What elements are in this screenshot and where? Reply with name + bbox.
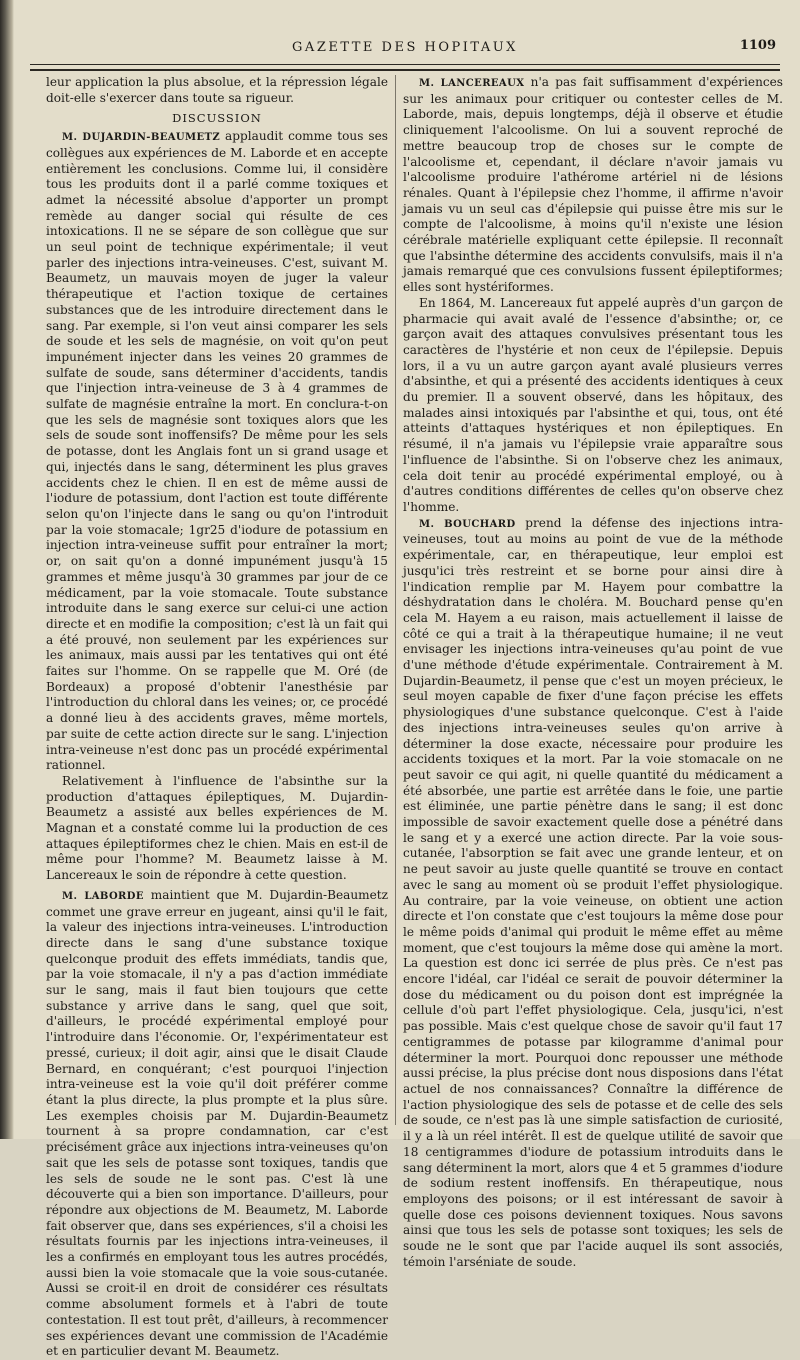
page-header	[30, 34, 780, 60]
paragraph-lancereaux-1864: En 1864, M. Lancereaux fut appelé auprès d'un garçon de pharmacie qui avait avalé de l'essence d'absinthe; or, ce garçon avait des attaques convulsives présentant tous les caractères de l'hystérie et non ceux de l'épilepsie. Depuis lors, il a vu un autre garçon ayant avalé plusieurs verres d'absinthe, et qui a présenté des accidents identiques à ceux du premier. Il a souvent observé, dans les hôpitaux, des malades ainsi intoxiqués par l'absinthe et qui, tous, ont été atteints d'attaques hystériques et non épileptiques. En résumé, il n'a jamais vu l'épilepsie vraie apparaître sous l'influence de l'absinthe. Si on l'observe chez les animaux, cela doit tenir au procédé expérimental employé, ou à d'autres conditions différentes de celles qu'on observe chez l'homme.	[403, 295, 783, 514]
paragraph-lancereaux	[403, 75, 783, 296]
page-binding-shadow	[0, 0, 14, 1139]
intro-paragraph: leur application la plus absolue, et la répression légale doit-elle s'exercer dans toute sa rigueur.	[46, 75, 388, 105]
speaker-name: M. LABORDE	[62, 890, 144, 902]
paragraph-text: prend la défense des injections intra-veineuses, tout au moins au point de vue de la méthode expérimentale, car, en thérapeutique, leur emploi est jusqu'ici très restreint et se borne pour ainsi dire à l'indication remplie par M. Hayem pour combattre la déshydratation dans le choléra. M. Bouchard pense qu'en cela M. Hayem a eu raison, mais actuellement il laisse de côté ce qui a trait à la thérapeutique humaine; il ne veut envisager les injections intra-veineuses qu'au point de vue d'une méthode d'étude expérimentale. Contrairement à M. Dujardin-Beaumetz, il pense que c'est un moyen précieux, le seul moyen capable de fixer d'une façon précise les effets physiologiques d'une substance quelconque. C'est à l'aide des injections intra-veineuses seules qu'on arrive à déterminer la dose exacte, nécessaire pour produire les accidents toxiques et la mort. Par la voie stomacale on ne peut savoir ce qui agit, ni quelle quantité du médicament a été absorbée, une partie est arrêtée dans le foie, une partie est éliminée, une partie pénètre dans le sang; il est donc impossible de savoir exactement quelle dose a pénétré dans le sang et y a exercé une action directe. Par la voie sous-cutanée, l'absorption se fait avec une grande lenteur, et on ne peut savoir au juste quelle quantité se trouve en contact avec le sang au moment où se produit l'effet physiologique. Au contraire, par la voie veineuse, on obtient une action directe et l'on constate que c'est toujours la même dose pour le même poids d'animal qui produit le même effet au même moment, que c'est toujours la même dose qui amène la mort. La question est donc ici serrée de plus près. Ce n'est pas encore l'idéal, car l'idéal ce serait de pouvoir déterminer la dose du médicament ou du poison dont est imprégnée la cellule d'où part l'effet physiologique. Cela, jusqu'ici, n'est pas possible. Mais c'est quelque chose de savoir qu'il faut 17 centigrammes de potasse par kilogramme d'animal pour déterminer la mort. Pourquoi donc repousser une méthode aussi précise, la plus précise dont nous disposions dans l'état actuel de nos connaissances? Connaître la différence de l'action physiologique des sels de potasse et de celle des sels de soude, ce n'est pas là une simple satisfaction de curiosité, il y a là un réel intérêt. Il est de quelque utilité de savoir que 18 centigrammes d'iodure de potassium introduits dans le sang déterminent la mort, alors que 4 et 5 grammes d'iodure de sodium restent inoffensifs. En thérapeutique, nous employons des poisons; or il est intéressant de savoir à quelle dose ces poisons deviennent toxiques. Nous savons ainsi que tous les sels de potasse sont toxiques; les sels de soude ne le sont que par l'acide auquel ils sont associés, témoin l'arséniate de soude.	[403, 515, 783, 1269]
paragraph-absinthe: Relativement à l'influence de l'absinthe sur la production d'attaques épileptiques, M. Dujardin-Beaumetz a assisté aux belles expériences de M. Magnan et a constaté comme lui la production de ces attaques épileptiformes chez le chien. Mais en est-il de même pour l'homme? M. Beaumetz laisse à M. Lancereaux le soin de répondre à cette question.	[46, 773, 388, 883]
speaker-name: M. DUJARDIN-BEAUMETZ	[62, 132, 221, 144]
speaker-name: M. LANCEREAUX	[419, 78, 525, 89]
paragraph-laborde	[46, 888, 388, 1360]
paragraph-bouchard	[403, 516, 783, 1271]
paragraph-text: maintient que M. Dujardin-Beaumetz commet une grave erreur en jugeant, ainsi qu'il le fait, la valeur des injections intra-veineuses. L'introduction directe dans le sang d'une substance toxique quelconque produit des effets immédiats, tandis que, par la voie stomacale, il n'y a pas d'action immédiate sur le sang, mais il faut bien toujours que cette substance y arrive dans le sang, quel que soit, d'ailleurs, le procédé expérimental employé pour l'introduire dans l'économie. Or, l'expérimentateur est pressé, curieux; il doit agir, ainsi que le disait Claude Bernard, en conquérant; c'est pourquoi l'injection intra-veineuse est la voie qu'il doit préférer comme étant la plus directe, la plus prompte et la plus sûre. Les exemples choisis par M. Dujardin-Beaumetz tournent à sa propre condamnation, car c'est précisément grâce aux injections intra-veineuses qu'on sait que les sels de potasse sont toxiques, tandis que les sels de soude ne le sont pas. C'est là une découverte qui a bien son importance. D'ailleurs, pour répondre aux objections de M. Beaumetz, M. Laborde fait observer que, dans ses expériences, s'il a choisi les résultats fournis par les injections intra-veineuses, il les a confirmés en employant tous les autres procédés, aussi bien la voie stomacale que la voie sous-cutanée. Aussi se croit-il en droit de considérer ces résultats comme absolument formels et à l'abri de toute contestation. Il est tout prêt, d'ailleurs, à recommencer ses expériences devant une commission de l'Académie et en particulier devant M. Beaumetz.	[46, 887, 388, 1359]
header-rule	[30, 64, 780, 71]
right-column	[403, 75, 784, 1269]
column-divider	[395, 75, 396, 1125]
left-column	[46, 75, 388, 1359]
running-title: GAZETTE DES HOPITAUX	[292, 40, 518, 55]
section-title: DISCUSSION	[172, 111, 262, 126]
paragraph-dujardin-beaumetz	[46, 129, 388, 774]
speaker-name: M. BOUCHARD	[419, 518, 516, 530]
paragraph-text: n'a pas fait suffisamment d'expériences sur les animaux pour critiquer ou contester celles de M. Laborde, mais, depuis longtemps, déjà il observe et étudie cliniquement l'alcoolisme. On lui a souvent reproché de mettre beaucoup trop de choses sur le compte de l'alcoolisme et, cependant, il déclare n'avoir jamais vu l'alcoolisme produire l'athérome artériel ni de lésions rénales. Quant à l'épilepsie chez l'homme, il affirme n'avoir jamais vu un seul cas d'épilepsie qui puisse être mis sur le compte de l'alcoolisme, à moins qu'il n'existe une lésion cérébrale matérielle expliquant cette épilepsie. Il reconnaît que l'absinthe détermine des accidents convulsifs, mais il n'a jamais remarqué que ces convulsions fussent épileptiformes; elles sont hystériformes.	[403, 75, 784, 295]
page-number: 1109	[739, 38, 776, 53]
paragraph-text: applaudit comme tous ses collègues aux expériences de M. Laborde et en accepte entièrement les conclusions. Comme lui, il considère tous les produits dont il a parlé comme toxiques et admet la nécessité absolue d'apporter un prompt remède au danger social qui résulte de ces intoxications. Il ne se sépare de son collègue que sur un seul point de technique expérimentale; il veut parler des injections intra-veineuses. C'est, suivant M. Beaumetz, un mauvais moyen de juger la valeur thérapeutique et l'action toxique de certaines substances que de les introduire directement dans le sang. Par exemple, si l'on veut ainsi comparer les sels de soude et les sels de magnésie, on voit qu'on peut impunément injecter dans les veines 20 grammes de sulfate de soude, sans déterminer d'accidents, tandis que l'injection intra-veineuse de 3 à 4 grammes de sulfate de magnésie entraîne la mort. En conclura-t-on que les sels de magnésie sont toxiques alors que les sels de soude sont inoffensifs? De même pour les sels de potasse, dont les Anglais font un si grand usage et qui, injectés dans le sang, déterminent les plus graves accidents chez le chien. Il en est de même aussi de l'iodure de potassium, dont l'action est toute différente selon qu'on l'injecte dans le sang ou qu'on l'introduit par la voie stomacale; 1gr25 d'iodure de potassium en injection intra-veineuse suffit pour entraîner la mort; or, on sait qu'on a donné impunément jusqu'à 15 grammes et même jusqu'à 30 grammes par jour de ce médicament, par la voie stomacale. Toute substance introduite dans le sang exerce sur celui-ci une action directe et en modifie la composition; c'est là un fait qui a été prouvé, non seulement par les expériences sur les animaux, mais aussi par les tentatives qui ont été faites sur l'homme. On se rappelle que M. Oré (de Bordeaux) a proposé d'obtenir l'anesthésie par l'introduction du chloral dans les veines; or, ce procédé a donné lieu à des accidents graves, même mortels, par suite de cette action directe sur le sang. L'injection intra-veineuse n'est donc pas un procédé expérimental rationnel.	[46, 129, 388, 773]
